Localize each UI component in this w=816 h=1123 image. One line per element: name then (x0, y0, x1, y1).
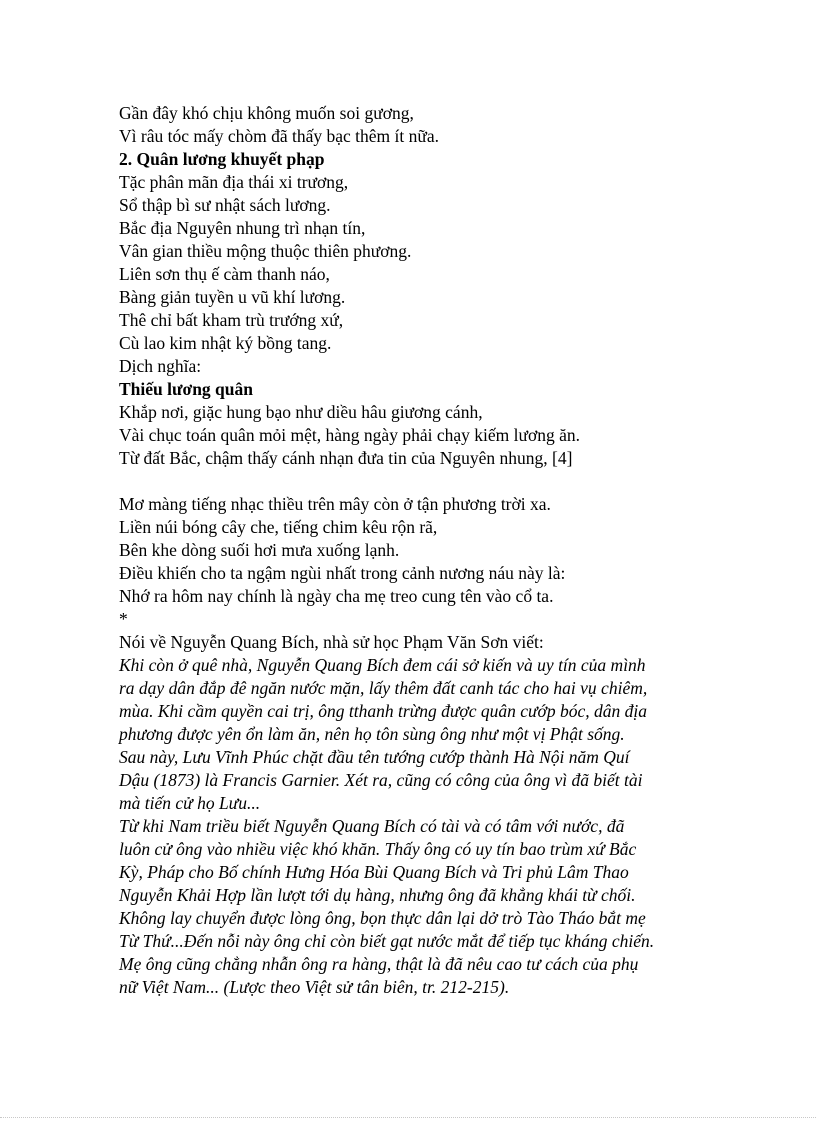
poem-line: Bàng giản tuyền u vũ khí lương. (119, 287, 346, 307)
quote-line: Không lay chuyển được lòng ông, bọn thực dân lại dở trò Tào Tháo bắt mẹ (119, 908, 646, 928)
quote-line: Nguyễn Khải Hợp lần lượt tới dụ hàng, nhưng ông đã khẳng khái từ chối. (119, 885, 636, 905)
blank-line (119, 470, 759, 493)
translation-part-2 (119, 493, 759, 608)
poem-line: Tặc phân mãn địa thái xi trương, (119, 172, 349, 192)
poem-line: Vân gian thiều mộng thuộc thiên phương. (119, 241, 412, 261)
poem-line: Vì râu tóc mấy chòm đã thấy bạc thêm ít nữa. (119, 126, 440, 146)
poem-line: Cù lao kim nhật ký bồng tang. (119, 333, 332, 353)
poem-line: Liên sơn thụ ế càm thanh náo, (119, 264, 330, 284)
poem-han-viet (119, 171, 759, 355)
quote-line: Từ khi Nam triều biết Nguyễn Quang Bích có tài và có tâm với nước, đã (119, 816, 625, 836)
poem-line: Thê chỉ bất kham trù trướng xứ, (119, 310, 344, 330)
translation-label: Dịch nghĩa: (119, 356, 202, 376)
historian-quote (119, 654, 759, 999)
translation-line: Từ đất Bắc, chậm thấy cánh nhạn đưa tin của Nguyên nhung, [4] (119, 448, 573, 468)
poem-line: Sổ thập bì sư nhật sách lương. (119, 195, 331, 215)
quote-line: phương được yên ổn làm ăn, nên họ tôn sùng ông như một vị Phật sống. (119, 724, 625, 744)
translation-line: Vài chục toán quân mỏi mệt, hàng ngày phải chạy kiếm lương ăn. (119, 425, 580, 445)
translation-part-1 (119, 401, 759, 470)
quote-line: nữ Việt Nam... (Lược theo Việt sử tân biên, tr. 212-215). (119, 977, 510, 997)
page-bottom-divider (0, 1117, 816, 1118)
translation-title: Thiếu lương quân (119, 379, 254, 399)
quote-line: Kỳ, Pháp cho Bố chính Hưng Hóa Bùi Quang Bích và Tri phủ Lâm Thao (119, 862, 629, 882)
poem-line: Bắc địa Nguyên nhung trì nhạn tín, (119, 218, 366, 238)
quote-line: Sau này, Lưu Vĩnh Phúc chặt đầu tên tướng cướp thành Hà Nội năm Quí (119, 747, 630, 767)
translation-line: Mơ màng tiếng nhạc thiều trên mây còn ở tận phương trời xa. (119, 494, 551, 514)
poem-vietnamese-ending (119, 102, 759, 148)
translation-line: Khắp nơi, giặc hung bạo như diều hâu giương cánh, (119, 402, 483, 422)
translation-line: Điều khiến cho ta ngậm ngùi nhất trong cảnh nương náu này là: (119, 563, 566, 583)
translation-line: Liền núi bóng cây che, tiếng chim kêu rộn rã, (119, 517, 438, 537)
section-separator: * (119, 609, 128, 629)
quote-line: ra dạy dân đắp đê ngăn nước mặn, lấy thêm đất canh tác cho hai vụ chiêm, (119, 678, 648, 698)
quote-line: mùa. Khi cầm quyền cai trị, ông tthanh trừng được quân cướp bóc, dân địa (119, 701, 648, 721)
translation-line: Bên khe dòng suối hơi mưa xuống lạnh. (119, 540, 400, 560)
quote-line: Khi còn ở quê nhà, Nguyễn Quang Bích đem cái sở kiến và uy tín của mình (119, 655, 646, 675)
quote-intro: Nói về Nguyễn Quang Bích, nhà sử học Phạm Văn Sơn viết: (119, 632, 544, 652)
quote-line: luôn cử ông vào nhiều việc khó khăn. Thấy ông có uy tín bao trùm xứ Bắc (119, 839, 637, 859)
document-page (119, 102, 759, 999)
section-2-title: 2. Quân lương khuyết phạp (119, 149, 325, 169)
quote-line: mà tiến cử họ Lưu... (119, 793, 261, 813)
quote-line: Dậu (1873) là Francis Garnier. Xét ra, cũng có công của ông vì đã biết tài (119, 770, 643, 790)
quote-line: Từ Thứ...Đến nỗi này ông chỉ còn biết gạt nước mắt để tiếp tục kháng chiến. (119, 931, 655, 951)
translation-line: Nhớ ra hôm nay chính là ngày cha mẹ treo cung tên vào cổ ta. (119, 586, 554, 606)
poem-line: Gần đây khó chịu không muốn soi gương, (119, 103, 414, 123)
quote-line: Mẹ ông cũng chẳng nhẫn ông ra hàng, thật là đã nêu cao tư cách của phụ (119, 954, 639, 974)
